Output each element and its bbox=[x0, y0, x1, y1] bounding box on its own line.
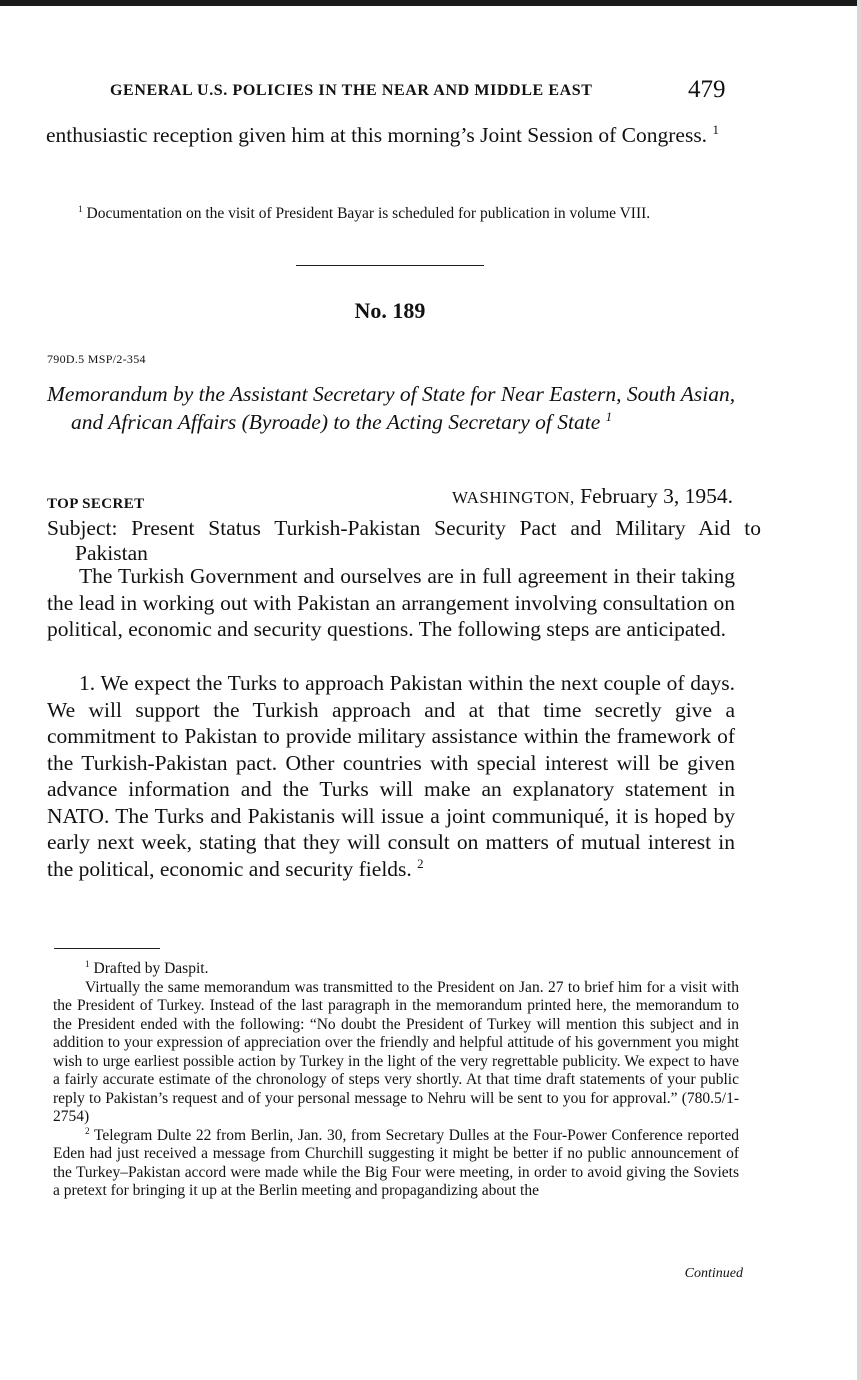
continued-label: Continued bbox=[684, 1266, 743, 1281]
footnote-marker: 2 bbox=[85, 1126, 90, 1137]
document-number: No. 189 bbox=[354, 298, 426, 323]
carryover-paragraph bbox=[46, 122, 732, 149]
running-head: GENERAL U.S. POLICIES IN THE NEAR AND MIDDLE EAST bbox=[110, 82, 593, 99]
footnote-text: Documentation on the visit of President Bayar is scheduled for publication in volume VIII. bbox=[86, 205, 651, 222]
dateline bbox=[452, 484, 733, 509]
memorandum-title bbox=[47, 380, 761, 436]
page-right-edge bbox=[857, 0, 861, 1380]
footnote bbox=[53, 979, 739, 1127]
top-footnote bbox=[46, 205, 732, 224]
classification-label: TOP SECRET bbox=[47, 496, 145, 512]
footnote-marker: 1 bbox=[85, 959, 90, 970]
footnote bbox=[53, 1127, 739, 1201]
footnote-text: Telegram Dulte 22 from Berlin, Jan. 30, from Secretary Dulles at the Four-Power Conference reported Eden had just received a message from Churchill suggesting it might be better if no public announcement of the Turkey–Pakistan accord were made while the Big Four were meeting, in order to avoid giving the Soviets a pretext for bringing it up at the Berlin meeting and propagandizing about the bbox=[53, 1126, 739, 1199]
footnotes bbox=[53, 960, 739, 1201]
page-number: 479 bbox=[688, 76, 726, 103]
carryover-text: enthusiastic reception given him at this morning’s Joint Session of Congress. bbox=[46, 123, 708, 147]
body-paragraph-1 bbox=[47, 563, 735, 643]
footnote-ref: 1 bbox=[712, 122, 719, 137]
footnote-text: Virtually the same memorandum was transmitted to the President on Jan. 27 to brief him for a visit with the President of Turkey. Instead of the last paragraph in the memorandum printed here, the memorandum to the President ended with the following: “No doubt the President of Turkey will mention this subject and in addition to your expression of appreciation over the friendly and helpful attitude of his government you might wish to urge earliest possible action by Turkey in the light of the very regrettable publicity. We expect to have a fairly accurate estimate of the chronology of steps very shortly. At that time draft statements of your public reply to Pakistan’s request and of your personal message to Nehru will be sent to you for approval.” (780.5/1-2754) bbox=[53, 978, 739, 1125]
footnote-ref: 1 bbox=[605, 409, 613, 424]
page-top-edge bbox=[0, 0, 861, 6]
footnote bbox=[53, 960, 739, 979]
body-paragraph-2-text: 1. We expect the Turks to approach Pakistan within the next couple of days. We will support the Turkish approach and at that time secretly give a commitment to Pakistan to provide military assistance within the framework of the Turkish-Pakistan pact. Other countries with special interest will be given advance information and the Turks will make an explanatory statement in NATO. The Turks and Pakistanis will issue a joint communiqué, it is hoped by early next week, stating that they will consult on matters of mutual interest in the political, economic and security fields. bbox=[47, 671, 735, 881]
file-reference: 790D.5 MSP/2-354 bbox=[47, 352, 146, 366]
dateline-place: WASHINGTON, bbox=[451, 488, 575, 507]
body-paragraph-2 bbox=[47, 670, 735, 882]
dateline-date: February 3, 1954. bbox=[580, 484, 733, 508]
footnote-divider bbox=[54, 948, 160, 949]
subject-line: Subject: Present Status Turkish-Pakistan Security Pact and Military Aid to Pakistan bbox=[47, 516, 761, 565]
footnote-marker: 1 bbox=[78, 204, 83, 215]
footnote-text: Drafted by Daspit. bbox=[93, 960, 209, 977]
footnote-ref: 2 bbox=[417, 856, 424, 871]
memorandum-title-text: Memorandum by the Assistant Secretary of State for Near Eastern, South Asian, and African Affairs (Byroade) to the Acting Secretary of State bbox=[47, 382, 736, 434]
body-paragraph-1-text: The Turkish Government and ourselves are in full agreement in their taking the lead in working out with Pakistan an arrangement involving consultation on political, economic and security questions. The following steps are anticipated. bbox=[47, 564, 735, 641]
section-divider bbox=[296, 265, 484, 266]
